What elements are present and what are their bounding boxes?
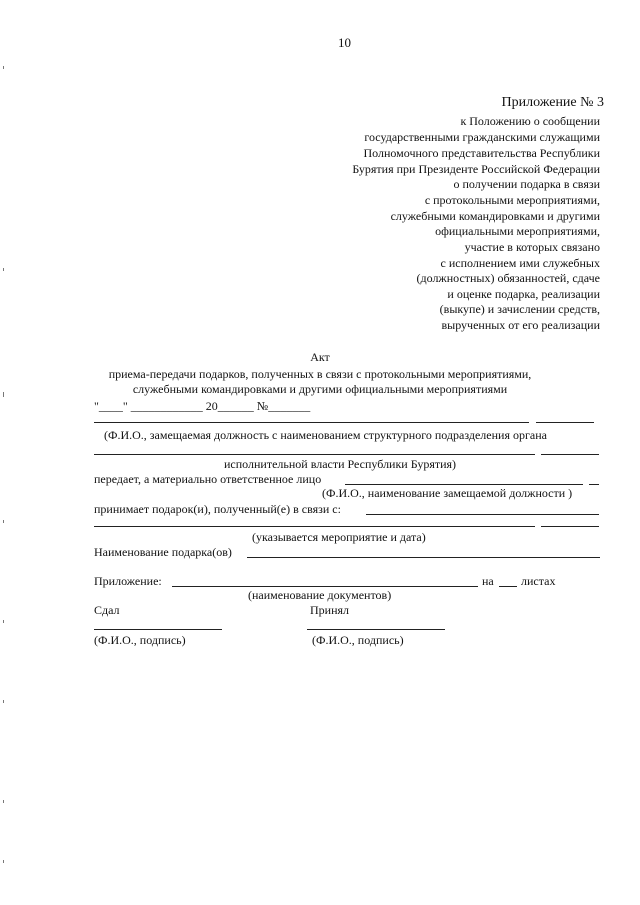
scan-mark <box>3 392 4 397</box>
appendix-line: (выкупе) и зачислении средств, <box>439 302 600 316</box>
appendix-line: участие в которых связано <box>464 240 600 254</box>
appendix-line: о получении подарка в связи <box>453 177 600 191</box>
accepts-label: принимает подарок(и), полученный(е) в связи с: <box>94 502 341 516</box>
scan-mark <box>3 268 4 271</box>
appendix-line: Бурятия при Президенте Российской Федерации <box>352 162 600 176</box>
caption-fio-signature-left: (Ф.И.О., подпись) <box>94 633 186 647</box>
scan-mark <box>3 66 4 69</box>
event-date-field-end[interactable] <box>541 526 599 527</box>
scan-mark <box>3 520 4 523</box>
sheets-count-field[interactable] <box>499 586 517 587</box>
transfers-label: передает, а материально ответственное лицо <box>94 472 322 486</box>
responsible-person-field[interactable] <box>345 484 583 485</box>
fio-position-field[interactable] <box>94 422 529 423</box>
scan-mark <box>3 800 4 803</box>
on-label: на <box>482 574 494 588</box>
caption-authority: исполнительной власти Республики Бурятия) <box>224 457 457 471</box>
responsible-person-field-end[interactable] <box>589 484 599 485</box>
appendix-line: с исполнением ими служебных <box>440 256 600 270</box>
appendix-line: к Положению о сообщении <box>460 114 600 128</box>
handed-label: Сдал <box>94 603 120 617</box>
fio-position-field-end[interactable] <box>536 422 594 423</box>
sheets-label: листах <box>521 574 556 588</box>
caption-documents: (наименование документов) <box>248 588 392 602</box>
attachment-field[interactable] <box>172 586 478 587</box>
act-subtitle: служебными командировками и другими официальными мероприятиями <box>132 382 508 396</box>
appendix-line: с протокольными мероприятиями, <box>424 193 600 207</box>
appendix-line: вырученных от его реализации <box>441 318 600 332</box>
received-label: Принял <box>310 603 350 617</box>
gift-name-field[interactable] <box>247 557 600 558</box>
appendix-line: и оценке подарка, реализации <box>447 287 600 301</box>
caption-event-date: (указывается мероприятие и дата) <box>252 530 426 544</box>
handed-signature-field[interactable] <box>94 629 222 630</box>
appendix-line: официальными мероприятиями, <box>435 224 600 238</box>
authority-field[interactable] <box>94 454 535 455</box>
event-field[interactable] <box>366 514 599 515</box>
page-number: 10 <box>338 35 351 50</box>
appendix-line: Полномочного представительства Республики <box>363 146 600 160</box>
appendix-line: (должностных) обязанностей, сдаче <box>416 271 600 285</box>
caption-fio-signature-right: (Ф.И.О., подпись) <box>312 633 404 647</box>
caption-fio-name-position: (Ф.И.О., наименование замещаемой должности ) <box>322 486 573 500</box>
appendix-title: Приложение № 3 <box>501 95 604 110</box>
scan-mark <box>3 860 4 863</box>
act-subtitle: приема-передачи подарков, полученных в связи с протокольными мероприятиями, <box>108 367 532 381</box>
appendix-line: служебными командировками и другими <box>390 209 600 223</box>
event-date-field[interactable] <box>94 526 535 527</box>
authority-field-end[interactable] <box>541 454 599 455</box>
caption-fio-position: (Ф.И.О., замещаемая должность с наименованием структурного подразделения органа <box>104 428 547 442</box>
gift-name-label: Наименование подарка(ов) <box>94 545 232 559</box>
act-title: Акт <box>310 350 330 364</box>
scan-mark <box>3 620 4 623</box>
appendix-line: государственными гражданскими служащими <box>364 130 600 144</box>
attachment-label: Приложение: <box>94 574 162 588</box>
scan-mark <box>3 700 4 703</box>
act-date-number-line: "____" ____________ 20______ №_______ <box>94 399 311 413</box>
received-signature-field[interactable] <box>307 629 445 630</box>
